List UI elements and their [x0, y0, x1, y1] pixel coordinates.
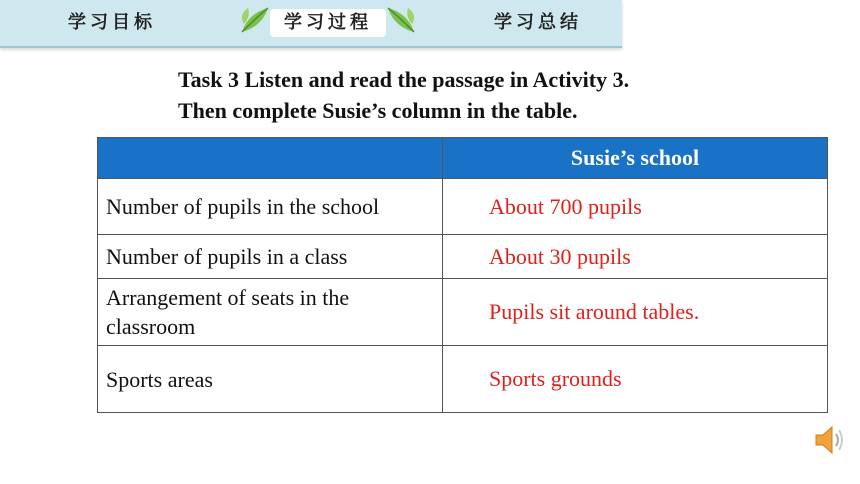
leaf-icon: [238, 2, 272, 36]
row-label: Sports areas: [98, 346, 443, 413]
task-instructions: [178, 64, 818, 126]
tab-learning-process[interactable]: 学习过程: [270, 9, 386, 37]
header-cell-empty: [98, 138, 443, 179]
tab-learning-goals[interactable]: 学习目标: [68, 12, 156, 33]
table-row: [98, 346, 828, 413]
row-label: Number of pupils in a class: [98, 235, 443, 279]
tab-learning-summary[interactable]: 学习总结: [494, 12, 582, 33]
leaf-icon: [384, 2, 418, 36]
header-cell-susie: Susie’s school: [443, 138, 828, 179]
row-label: Number of pupils in the school: [98, 179, 443, 235]
row-answer: About 700 pupils: [443, 179, 828, 235]
task-line-2: Then complete Susie’s column in the table.: [178, 98, 578, 123]
school-table: [97, 137, 828, 413]
table-row: [98, 235, 828, 279]
row-answer: Sports grounds: [443, 346, 828, 413]
speaker-icon[interactable]: [814, 424, 848, 456]
table-header-row: [98, 138, 828, 179]
nav-bar: [0, 0, 622, 48]
table-row: [98, 279, 828, 346]
row-label: Arrangement of seats in the classroom: [98, 279, 443, 346]
table-row: [98, 179, 828, 235]
row-answer: About 30 pupils: [443, 235, 828, 279]
row-answer: Pupils sit around tables.: [443, 279, 828, 346]
task-line-1: Task 3 Listen and read the passage in Activity 3.: [178, 67, 630, 92]
